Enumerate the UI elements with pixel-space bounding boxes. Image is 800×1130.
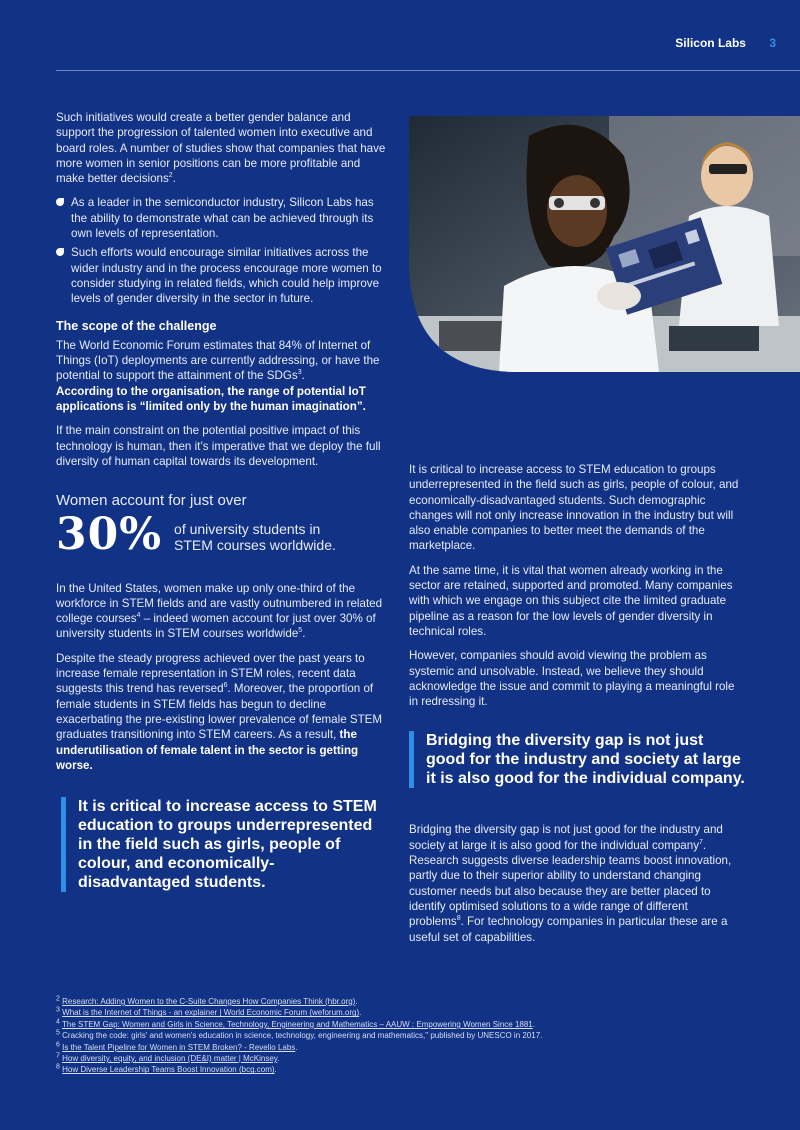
- page-number: 3: [769, 36, 776, 50]
- footnote-ref: 3: [297, 369, 302, 377]
- stat-lead: Women account for just over: [56, 492, 247, 510]
- scope-paragraph: The World Economic Forum estimates that 84% of Internet of Things (IoT) deployments are currently addressing, or have the potential to support the attainment of the SDGs$^3$. According to the organisation, the range of potential IoT applications is “limited only by the human imagination”.: [56, 338, 380, 414]
- footnote: [56, 1019, 756, 1030]
- bullet-text: Such efforts would encourage similar initiatives across the wider industry and in the process encourage more women to consider studying in related fields, which could help improve levels of gender diversity in the sector in future.: [71, 246, 382, 306]
- footnote-link[interactable]: How Diverse Leadership Teams Boost Innovation (bcg.com): [62, 1065, 275, 1075]
- paragraph: However, companies should avoid viewing the problem as systemic and unsolvable. Instead, we believe they should acknowledge the issue and commit to playing a meaningful role in redressing it.: [409, 649, 735, 709]
- stat-description: [174, 521, 336, 553]
- us-text: – indeed women account for just over 30% of university students in STEM courses worldwide: [56, 612, 376, 641]
- footnote-link[interactable]: What is the Internet of Things - an explainer | World Economic Forum (weforum.org): [62, 1008, 360, 1018]
- footnote-text: Cracking the code: girls' and women's education in science, technology, engineering and mathematics," published by UNESCO in 2017.: [62, 1031, 543, 1041]
- stat-desc-line: STEM courses worldwide.: [174, 536, 336, 553]
- footnote-number: 5: [56, 1029, 60, 1037]
- footnote-number: 2: [56, 995, 60, 1003]
- bullet-list: [56, 195, 386, 306]
- footnote-ref: 7: [699, 838, 703, 846]
- scope-emphasis: According to the organisation, the range of potential IoT applications is “limited only by the human imagination”.: [56, 384, 366, 414]
- footnote: [56, 1064, 756, 1075]
- page-header: [675, 36, 776, 50]
- footnote-text: .: [277, 1054, 280, 1064]
- footnote-text: .: [295, 1042, 298, 1052]
- footnote: [56, 1042, 756, 1053]
- section-heading: The scope of the challenge: [56, 318, 217, 333]
- footnotes: [56, 996, 756, 1076]
- footnote: [56, 996, 756, 1007]
- paragraph: [409, 822, 745, 944]
- footnote-text: .: [532, 1019, 535, 1029]
- footnote-number: 7: [56, 1052, 60, 1060]
- paragraph: It is critical to increase access to STEM education to groups underrepresented in the field such as girls, people of colour, and economically-disadvantaged students. Such demographic changes will not only increase innovation in the industry but will also enable companies to better meet the demands of the marketplace.: [409, 463, 739, 553]
- footnote-number: 8: [56, 1063, 60, 1071]
- progress-paragraph: [56, 651, 386, 773]
- stat-desc-line: of university students in: [174, 520, 321, 537]
- footnote-ref: 6: [223, 682, 228, 690]
- pull-quote: It is critical to increase access to STEM education to groups underrepresented in the field such as girls, people of colour, and economically-disadvantaged students.: [61, 797, 386, 892]
- footnote-link[interactable]: The STEM Gap: Women and Girls in Science, Technology, Engineering and Mathematics – AAUW : Empowering Women Since 1881: [61, 1019, 533, 1029]
- us-paragraph: In the United States, women make up only one-third of the workforce in STEM fields and are vastly outnumbered in related college courses$^4$ – indeed women account for just over 30% of university students in STEM courses worldwide$^5$.: [56, 581, 383, 641]
- footnote-number: 3: [56, 1006, 60, 1014]
- paragraph: At the same time, it is vital that women already working in the sector are retained, supported and promoted. Many companies with which we engage on this subject cite the limited graduate pipeline as a reason for the low levels of gender diversity in technical roles.: [409, 563, 733, 638]
- progress-text: Despite the steady progress achieved over the past years to increase female representation in STEM roles, recent data suggests this trend has reversed: [56, 651, 365, 696]
- progress-emphasis: the underutilisation of female talent in the sector is getting worse.: [56, 728, 359, 772]
- bullet-text: As a leader in the semiconductor industry, Silicon Labs has the ability to demonstrate what can be achieved through its own levels of representation.: [71, 196, 374, 241]
- paragraph-text: Bridging the diversity gap is not just good for the industry and society at large it is also good for the individual company: [409, 823, 723, 852]
- footnote-link[interactable]: Is the Talent Pipeline for Women in STEM Broken? - Revelio Labs: [62, 1042, 296, 1052]
- pull-quote: Bridging the diversity gap is not just good for the industry and society at large it is also good for the individual company.: [409, 731, 745, 788]
- intro-text: Such initiatives would create a better gender balance and support the progression of talented women into executive and board roles. A number of studies show that companies that have more women in senior positions can be more profitable and make better decisions: [56, 111, 386, 186]
- footnote-ref: 5: [298, 627, 303, 635]
- footnote-ref: 4: [136, 612, 141, 620]
- footnote: [56, 1030, 756, 1041]
- list-item: [56, 195, 386, 241]
- paragraph-text: . For technology companies in particular these are a useful set of capabilities.: [409, 915, 728, 944]
- right-column: [409, 462, 745, 954]
- brand-name: Silicon Labs: [675, 36, 746, 50]
- bullet-leaf-icon: [56, 198, 64, 206]
- footnote-number: 4: [56, 1018, 60, 1026]
- stat-callout: [56, 508, 386, 560]
- constraint-paragraph: If the main constraint on the potential positive impact of this technology is human, then it’s imperative that we deploy the full diversity of human capital towards its development.: [56, 424, 381, 468]
- footnote-ref: 8: [456, 915, 461, 923]
- paragraph-text: . Research suggests diverse leadership teams boost innovation, partly due to their superior ability to understand changing customer needs but also because they are better placed to identify optimised solutions to a wide range of different problems: [409, 838, 732, 929]
- lab-photo: [409, 116, 800, 372]
- stat-number: 30%: [56, 508, 163, 560]
- footnote-text: .: [355, 997, 358, 1006]
- left-column: [56, 110, 386, 892]
- bullet-leaf-icon: [56, 248, 64, 256]
- intro-paragraph: Such initiatives would create a better gender balance and support the progression of talented women into executive and board roles. A number of studies show that companies that have more women in senior positions can be more profitable and make better decisions$^2$.: [56, 111, 386, 186]
- scope-text: The World Economic Forum estimates that 84% of Internet of Things (IoT) deployments are currently addressing, or have the potential to support the attainment of the SDGs: [56, 338, 380, 383]
- footnote: [56, 1007, 756, 1018]
- footnote-ref: 2: [168, 172, 173, 180]
- list-item: [56, 245, 386, 306]
- footnote-text: .: [274, 1065, 277, 1075]
- footnote: [56, 1053, 756, 1064]
- progress-text: . Moreover, the proportion of female students in STEM fields has begun to decline exacerbating the pre-existing lower prevalence of female STEM graduates transitioning into STEM careers. As a result,: [56, 682, 383, 742]
- header-divider: [56, 70, 800, 71]
- footnote-text: .: [359, 1008, 362, 1018]
- us-text: In the United States, women make up only one-third of the workforce in STEM fields and are vastly outnumbered in related college courses: [56, 581, 383, 626]
- footnote-link[interactable]: How diversity, equity, and inclusion (DE&I) matter | McKinsey: [62, 1054, 278, 1064]
- footnote-number: 6: [56, 1040, 60, 1048]
- footnote-link[interactable]: Research: Adding Women to the C-Suite Changes How Companies Think (hbr.org): [62, 997, 356, 1006]
